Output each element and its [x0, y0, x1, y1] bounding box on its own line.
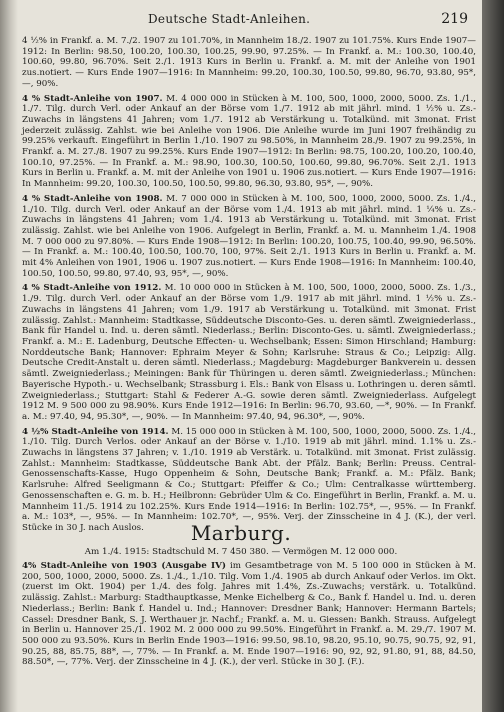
paragraph-title: 4 % Stadt-Anleihe von 1907.	[22, 93, 163, 104]
paragraph-text: im Gesamtbetrage von M. 5 100 000 in Stücken à M. 200, 500, 1000, 2000, 5000. Zs. 1./4., 1./10. Tilg. Vom 1./4. 1905 ab durch Ankauf oder Verlos. im Okt. (zuerst im Okt. 1904) per 1./4. des folg. Jahres mit 1.4%, Zs.-Zuwachs; verstärk. u. Totalkünd. zulässig. Zahlst.: Marburg: Stadthauptkasse, Menke Eichelberg & Co., Bank f. Handel u. Ind. u. deren Niederlass.; Berlin: Bank f. Handel u. Ind.; Hannover: Dresdner Bank; Hannover: Hermann Bartels; Cassel: Dresdner Bank, S. J. Werthauer jr. Nachf.; Frankf. a. M. u. Giessen: Bankh. Strauss. Aufgelegt in Berlin u. Hannover 25./1. 1902 M. 2 000 000 zu 99.50%. Eingeführt in Frankf. a. M. 29./7. 1907 M. 500 000 zu 93.50%. Kurs in Berlin Ende 1903—1916: 99.50, 98.10, 98.20, 95.10, 90.75, 90.75, 92, 91, 90.25, 88, 85.75, 88*, —, 77%. — In Frankf. a. M. Ende 1907—1916: 90, 92, 92, 91.80, 91, 88, 84.50, 88.50*, —, 77%. Verj. der Zinsscheine in 4 J. (K.), der verl. Stücke in 30 J. (F.).	[22, 561, 476, 668]
section-text	[14, 561, 476, 668]
paragraph-text: 4 ½% in Frankf. a. M. 7./2. 1907 zu 101.70%, in Mannheim 18./2. 1907 zu 101.75%. Kurs Ende 1907—1912: In Berlin: 98.50, 100.20, 100.30, 100.25, 99.90, 97.25%. — In Frankf. a. M.: 100.30, 100.40, 100.60, 99.80, 96.70%. Seit 2./1. 1913 Kurs in Berlin u. Frankf. a. M. mit der Anleihe von 1901 zus.notiert. — Kurs Ende 1907—1916: In Mannheim: 99.20, 100.30, 100.50, 99.80, 96.70, 93.80, 95*, —, 90%.	[22, 36, 476, 89]
paragraph-title: 4% Stadt-Anleihe von 1903 (Ausgabe IV)	[22, 561, 226, 571]
paragraph-text: M. 4 000 000 in Stücken à M. 100, 500, 1000, 2000, 5000. Zs. 1./1., 1./7. Tilg. durch Verl. oder Ankauf an der Börse vom 1./7. 1912 ab mit jährl. mind. 1 ½% u. Zs.-Zuwachs in längstens 41 Jahren; vom 1./7. 1912 ab Verstärkung u. Totalkünd. mit 3monat. Frist jederzeit zulässig. Zahlst. wie bei Anleihe von 1906. Die Anleihe wurde im Juni 1907 freihändig zu 99.25% verkauft. Eingeführt in Berlin 1./10. 1907 zu 98.50%, in Mannheim 28./9. 1907 zu 99.25%, in Frankf. a. M. 27./8. 1907 zu 99.25%. Kurs Ende 1907—1912: In Berlin: 98.75, 100.20, 100.20, 100.40, 100.10, 97.25%. — In Frankf. a. M.: 98.90, 100.30, 100.50, 100.60, 99.80, 96.70%. Seit 2./1. 1913 Kurs in Berlin u. Frankf. a. M. mit der Anleihe von 1901 u. 1906 zus.notiert. — Kurs Ende 1907—1916: In Mannheim: 99.20, 100.30, 100.50, 100.50, 99.80, 96.30, 93.80, 95*, —, 90%.	[22, 93, 476, 190]
paragraph-title: 4 ½% Stadt-Anleihe von 1914.	[22, 426, 169, 437]
body-text	[14, 36, 476, 534]
paragraph	[14, 36, 476, 90]
paragraph	[14, 427, 476, 534]
paragraph-text: M. 15 000 000 in Stücken à M. 100, 500, 1000, 2000, 5000. Zs. 1./4., 1./10. Tilg. Durch Verlos. oder Ankauf an der Börse v. 1./10. 1919 ab mit jährl. mind. 1.1% u. Zs.-Zuwachs in längstens 37 Jahren; v. 1./10. 1919 ab Verstärk. u. Totalkünd. mit 3monat. Frist zulässig. Zahlst.: Mannheim: Stadtkasse, Süddeutsche Bank Abt. der Pfälz. Bank; Berlin: Preuss. Central-Genossenschafts-Kasse, Hugo Oppenheim & Sohn, Deutsche Bank; Frankf. a. M.: Pfälz. Bank; Karlsruhe: Alfred Seeligmann & Co.; Stuttgart: Pfeiffer & Co.; Ulm: Centralkasse württemberg. Genossenschaften e. G. m. b. H.; Heilbronn: Gebrüder Ulm & Co. Eingeführt in Berlin, Frankf. a. M. u. Mannheim 11./5. 1914 zu 102.25%. Kurs Ende 1914—1916: In Berlin: 102.75*, —, 95%. — In Frankf. a. M.: 103*, —, 95%. — In Mannheim: 102.70*, —, 95%. Verj. der Zinsscheine in 4 J. (K.), der verl. Stücke in 30 J. nach Auslos.	[22, 426, 476, 533]
page-number: 219	[441, 11, 468, 27]
paragraph	[14, 194, 476, 280]
running-title: Deutsche Stadt-Anleihen.	[148, 12, 311, 26]
city-summary: Am 1./4. 1915: Stadtschuld M. 7 450 380. — Vermögen M. 12 000 000.	[84, 547, 398, 557]
page-header	[18, 12, 478, 28]
paragraph	[14, 561, 476, 668]
paragraph-title: 4 % Stadt-Anleihe von 1908.	[22, 193, 163, 204]
paragraph-text: M. 7 000 000 in Stücken à M. 100, 500, 1000, 2000, 5000. Zs. 1./4., 1./10. Tilg. durch Verl. oder Ankauf an der Börse vom 1./4. 1913 ab mit jährl. mind. 1 ¼% u. Zs.-Zuwachs in längstens 41 Jahren; vom 1./4. 1913 ab Verstärkung u. Totalkünd. mit 3monat. Frist zulässig. Zahlst. wie bei Anleihe von 1906. Aufgelegt in Berlin, Frankf. a. M. u. Mannheim 1./4. 1908 M. 7 000 000 zu 97.80%. — Kurs Ende 1908—1912: In Berlin: 100.20, 100.75, 100.40, 99.90, 96.50%. — In Frankf. a. M.: 100.40, 100.50, 100.70, 100, 97%. Seit 2./1. 1913 Kurs in Berlin u. Frankf. a. M. mit 4% Anleihen von 1901, 1906 u. 1907 zus.notiert. — Kurs Ende 1908—1916: In Mannheim: 100.40, 100.50, 100.50, 99.80, 97.40, 93, 95*, —, 90%.	[22, 193, 476, 279]
paragraph-text: M. 10 000 000 in Stücken à M. 100, 500, 1000, 2000, 5000. Zs. 1./3., 1./9. Tilg. durch Verl. oder Ankauf an der Börse vom 1./9. 1917 ab mit jährl. mind. 1 ½% u. Zs.-Zuwachs in längstens 41 Jahren; vom 1./9. 1917 ab Verstärkung u. Totalkünd. mit 3monat. Frist zulässig. Zahlst.: Mannheim: Stadtkasse, Süddeutsche Disconto-Ges. u. deren sämtl. Zweigniederlass., Bank für Handel u. Ind. u. deren sämtl. Niederlass.; Berlin: Disconto-Ges. u. sämtl. Zweigniederlass.; Frankf. a. M.: E. Ladenburg, Deutsche Effecten- u. Wechselbank; Essen: Simon Hirschland; Hamburg: Norddeutsche Bank; Hannover: Ephraim Meyer & Sohn; Karlsruhe: Straus & Co.; Leipzig: Allg. Deutsche Credit-Anstalt u. deren sämtl. Niederlass.; Magdeburg: Magdeburger Bankverein u. dessen sämtl. Zweigniederlass.; Meiningen: Bank für Thüringen u. deren sämtl. Zweigniederlass.; München: Bayerische Hypoth.- u. Wechselbank; Strassburg i. Els.: Bank von Elsass u. Lothringen u. deren sämtl. Zweigniederlass.; Stuttgart: Stahl & Federer A.-G. sowie deren sämtl. Zweigniederlass. Aufgelegt 1912 M. 9 500 000 zu 98.90%. Kurs Ende 1912—1916: In Berlin: 96.70, 93.60, —*, 90%. — In Frankf. a. M.: 97.40, 94, 95.30*, —, 90%. — In Mannheim: 97.40, 94, 96.30*, —, 90%.	[22, 283, 476, 422]
paragraph	[14, 94, 476, 190]
paragraph	[14, 283, 476, 422]
paragraph-title: 4 % Stadt-Anleihe von 1912.	[22, 283, 162, 294]
book-edge	[482, 0, 504, 712]
city-heading: Marburg.	[190, 521, 292, 545]
